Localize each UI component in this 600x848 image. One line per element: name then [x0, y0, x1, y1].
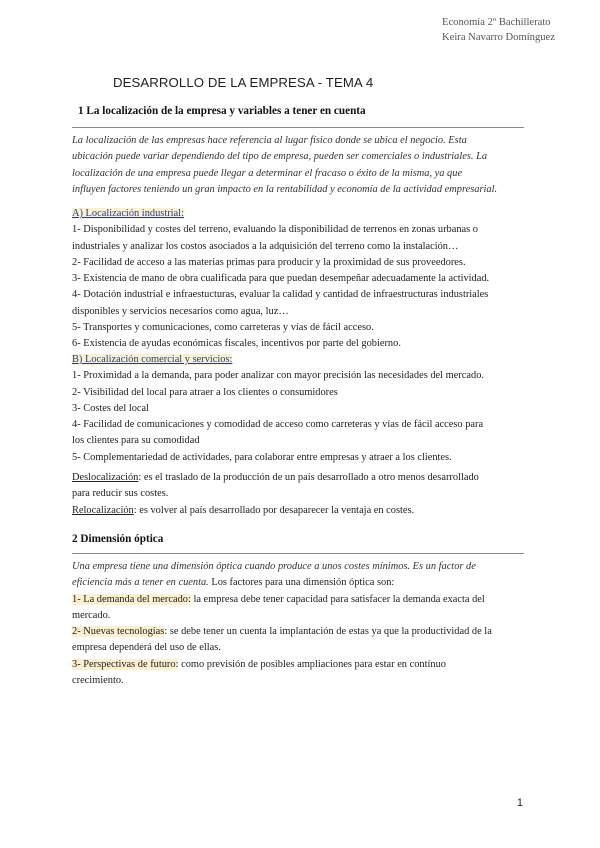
section-2-intro-line [72, 575, 532, 591]
list-item: 2- Visibilidad del local para atraer a los clientes o consumidores [72, 386, 338, 398]
list-item: 4- Dotación industrial e infraestucturas, evaluar la calidad y cantidad de infraestructuras industriales [72, 289, 489, 301]
factor-future [72, 657, 532, 673]
factor-demand-term: 1- La demanda del mercado: [72, 593, 191, 605]
factor-technology-term: 2- Nuevas tecnologías [72, 626, 165, 638]
definitions-block [72, 470, 532, 519]
factor-text: crecimiento. [72, 675, 124, 687]
definition-text: : es volver al país desarrollado por desaparecer la ventaja en costes. [133, 504, 415, 516]
header-author: Keira Navarro Domínguez [442, 31, 555, 43]
factor-text: empresa dependerá del uso de ellas. [72, 642, 221, 654]
intro-line: influyen factores teniendo un gran impacto en la rentabilidad y economía de la actividad empresarial. [72, 183, 498, 195]
factor-technology [72, 624, 532, 640]
factor-future-term: 3- Perspectivas de futuro: [72, 658, 179, 670]
relocalizacion-definition [72, 503, 532, 519]
factor-text: la empresa debe tener capacidad para satisfacer la demanda exacta del [190, 593, 485, 605]
header-course: Economía 2º Bachillerato [442, 17, 551, 28]
deslocalizacion-term: Deslocalización [72, 472, 139, 483]
section-2-intro-line: Una empresa tiene una dimensión óptica cuando produce a unos costes mínimos. Es un factor de [72, 561, 476, 572]
section-1-heading: 1 La localización de la empresa y variables a tener en cuenta [78, 105, 366, 117]
intro-line: localización de una empresa puede llegar a determinar el fracaso o éxito de la misma, ya que [72, 167, 463, 179]
industrial-location-heading: A) Localización industrial: [72, 208, 184, 219]
factor-demand [72, 592, 532, 608]
section-2-body [72, 559, 532, 689]
list-item: 5- Transportes y comunicaciones, como carreteras y vías de fácil acceso. [72, 322, 374, 334]
section-2-heading: 2 Dimensión óptica [72, 533, 164, 545]
intro-line: ubicación puede variar dependiendo del tipo de empresa, pueden ser comerciales o industriales. La [72, 151, 488, 163]
definition-text: para reducir sus costes. [72, 488, 169, 500]
list-item: 3- Costes del local [72, 402, 150, 414]
list-item: 5- Complementariedad de actividades, para colaborar entre empresas y atraer a los clientes. [72, 451, 452, 463]
list-item: 3- Existencia de mano de obra cualificada para que puedan desempeñar adecuadamente la actividad. [72, 273, 490, 285]
list-item: 1- Proximidad a la demanda, para poder analizar con mayor precisión las necesidades del mercado. [72, 370, 484, 382]
commercial-location-heading: B) Localización comercial y servicios: [72, 354, 233, 365]
section-1-intro [72, 133, 532, 198]
industrial-location-block [72, 206, 532, 353]
page-title: DESARROLLO DE LA EMPRESA - TEMA 4 [113, 75, 374, 90]
deslocalizacion-definition [72, 470, 532, 486]
relocalizacion-term: Relocalización [72, 504, 134, 516]
list-item: disponibles y servicios necesarios como agua, luz… [72, 305, 289, 317]
factor-text: mercado. [72, 609, 111, 621]
section-1-rule [72, 127, 524, 128]
factor-text: : se debe tener un cuenta la implantación de estas ya que la productividad de la [164, 626, 492, 638]
definition-text: : es el traslado de la producción de un país desarrollado a otro menos desarrollado [138, 472, 479, 483]
list-item: industriales y analizar los costos asociados a la adquisición del terreno como la instalación… [72, 240, 459, 252]
list-item: 4- Facilidad de comunicaciones y comodidad de acceso como carreteras y vías de fácil acceso para [72, 419, 484, 431]
list-item: 2- Facilidad de acceso a las materias primas para producir y la proximidad de sus proveedores. [72, 256, 466, 268]
intro-text: Los factores para una dimensión óptica son: [208, 577, 395, 589]
intro-italic: eficiencia más a tener en cuenta. [72, 577, 209, 589]
factor-text: como previsión de posibles ampliaciones para estar en contínuo [178, 658, 446, 670]
list-item: 1- Disponibilidad y costes del terreno, evaluando la disponibilidad de terrenos en zonas urbanas o [72, 224, 478, 236]
intro-line: La localización de las empresas hace referencia al lugar físico donde se ubica el negocio. Esta [72, 135, 467, 146]
page-number: 1 [516, 797, 523, 809]
list-item: los clientes para su comodidad [72, 435, 200, 447]
section-2-rule [72, 553, 524, 554]
document-header [442, 16, 557, 45]
list-item: 6- Existencia de ayudas económicas fiscales, incentivos por parte del gobierno. [72, 338, 401, 350]
commercial-location-block [72, 352, 532, 466]
